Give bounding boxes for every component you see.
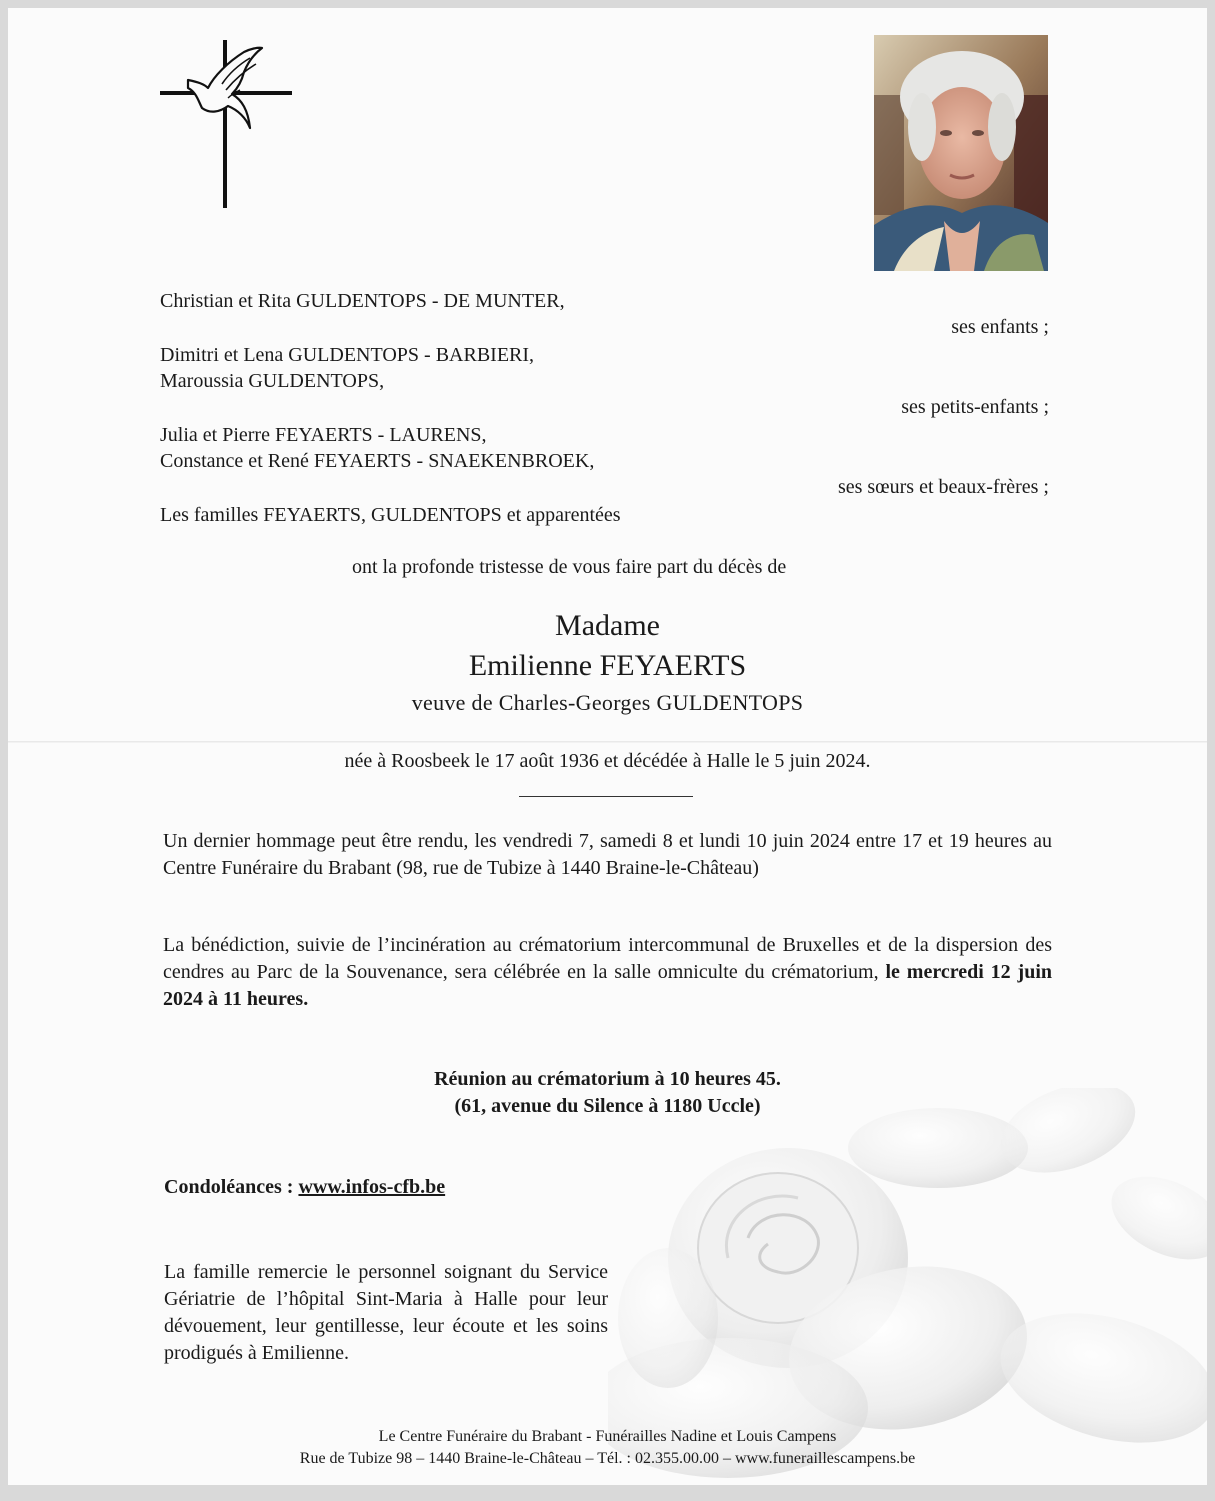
birth-death-dates: née à Roosbeek le 17 août 1936 et décédée à Halle le 5 juin 2024. bbox=[344, 750, 871, 772]
ceremony-datetime: le mercredi 12 juin 2024 à 11 heures. bbox=[163, 961, 1052, 1010]
families-line: Les familles FEYAERTS, GULDENTOPS et apparentées bbox=[160, 504, 621, 526]
deceased-name: Emilienne FEYAERTS bbox=[468, 649, 747, 682]
grandchildren-line-2: Maroussia GULDENTOPS, bbox=[160, 370, 385, 392]
paper-fold-line bbox=[8, 741, 1207, 743]
condolences-link[interactable]: www.infos-cfb.be bbox=[298, 1176, 446, 1198]
obituary-page bbox=[8, 8, 1207, 1485]
siblings-line-1: Julia et Pierre FEYAERTS - LAURENS, bbox=[160, 424, 487, 446]
meeting-line-1: Réunion au crématorium à 10 heures 45. bbox=[434, 1068, 781, 1090]
footer-line-2: Rue de Tubize 98 – 1440 Braine-le-Château – Tél. : 02.355.00.00 – www.funeraillescampens.be bbox=[299, 1450, 916, 1467]
footer-line-1: Le Centre Funéraire du Brabant - Funérailles Nadine et Louis Campens bbox=[378, 1428, 837, 1445]
divider bbox=[519, 796, 693, 797]
grandchildren-role: ses petits-enfants ; bbox=[901, 396, 1049, 418]
cross-dove-icon bbox=[158, 36, 298, 211]
grandchildren-line-1: Dimitri et Lena GULDENTOPS - BARBIERI, bbox=[160, 344, 535, 366]
condolences-label: Condoléances : bbox=[164, 1176, 294, 1198]
homage-paragraph: Un dernier hommage peut être rendu, les vendredi 7, samedi 8 et lundi 10 juin 2024 entre 17 et 19 heures au Centre Funéraire du Brabant (98, rue de Tubize à 1440 Braine-le-Château) bbox=[163, 830, 1052, 879]
deceased-title: Madame bbox=[555, 609, 660, 642]
ceremony-text: La bénédiction, suivie de l’incinération au crématorium intercommunal de Bruxelles et de la dispersion des cendres au Parc de la Souvenance, sera célébrée en la salle omniculte du crématorium, bbox=[163, 934, 1052, 983]
announcement: ont la profonde tristesse de vous faire part du décès de bbox=[352, 556, 787, 578]
widow-of: veuve de Charles-Georges GULDENTOPS bbox=[411, 690, 804, 715]
portrait-photo bbox=[874, 35, 1048, 271]
ceremony-paragraph bbox=[163, 932, 1052, 1013]
thanks-paragraph: La famille remercie le personnel soignant du Service Gériatrie de l’hôpital Sint-Maria à Halle pour leur dévouement, leur gentillesse, leur écoute et les soins prodigués à Emilienne. bbox=[164, 1261, 608, 1364]
children-role: ses enfants ; bbox=[951, 316, 1049, 338]
meeting-line-2: (61, avenue du Silence à 1180 Uccle) bbox=[454, 1095, 761, 1117]
children-names: Christian et Rita GULDENTOPS - DE MUNTER, bbox=[160, 290, 565, 312]
siblings-role: ses sœurs et beaux-frères ; bbox=[837, 476, 1049, 498]
siblings-line-2: Constance et René FEYAERTS - SNAEKENBROEK, bbox=[160, 450, 595, 472]
condolences bbox=[164, 1174, 445, 1200]
